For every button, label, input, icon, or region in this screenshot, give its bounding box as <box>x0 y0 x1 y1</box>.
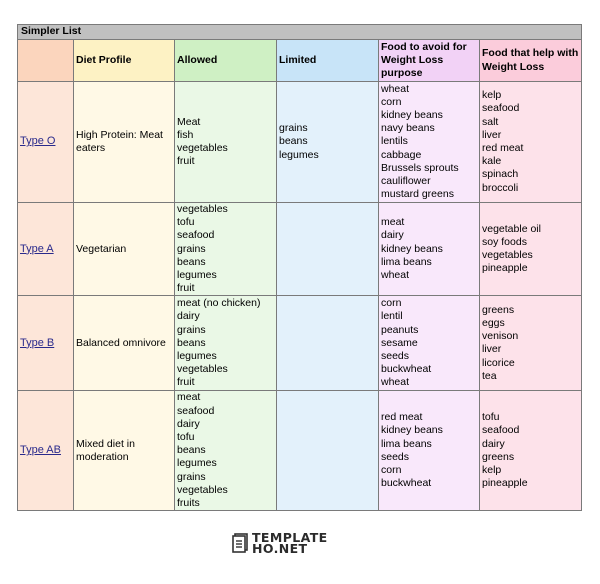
sheet-title: Simpler List <box>18 25 582 40</box>
header-help: Food that help with Weight Loss <box>480 40 582 82</box>
list-item: kale <box>482 155 502 168</box>
list-item: liver <box>482 128 502 141</box>
list-item: buckwheat <box>381 363 432 376</box>
blood-type-link[interactable]: Type A <box>20 242 54 255</box>
header-row <box>18 40 582 82</box>
list-item: vegetables <box>482 249 533 262</box>
list-item: kidney beans <box>381 424 443 437</box>
cell-avoid <box>379 203 480 296</box>
list-item: cauliflower <box>381 175 431 187</box>
list-item: vegetables <box>177 363 228 376</box>
cell-help <box>480 296 582 391</box>
logo-line-1: TEMPLATE <box>252 530 328 545</box>
list-item: greens <box>482 303 515 316</box>
list-item: grains <box>177 323 206 336</box>
cell-allowed <box>175 203 277 296</box>
list-item: tofu <box>177 431 195 444</box>
list-item: vegetables <box>177 203 228 215</box>
cell-limited <box>277 296 379 391</box>
list-item: greens <box>482 450 515 463</box>
list-item: kidney beans <box>381 108 443 121</box>
header-limited: Limited <box>277 40 379 82</box>
list-item: corn <box>381 297 402 310</box>
table-row <box>18 391 582 511</box>
cell-limited <box>277 203 379 296</box>
cell-help <box>480 82 582 203</box>
list-item: licorice <box>482 356 515 369</box>
cell-type <box>18 82 74 203</box>
list-item: vegetable oil <box>482 222 541 235</box>
list-item: tofu <box>177 216 195 229</box>
list-item: salt <box>482 115 499 128</box>
list-item: Brussels sprouts <box>381 161 459 174</box>
list-item: wheat <box>381 376 410 389</box>
list-item: dairy <box>177 310 200 323</box>
list-item: legumes <box>177 350 217 363</box>
cell-help <box>480 391 582 511</box>
list-item: seafood <box>177 229 215 242</box>
list-item: lentil <box>381 310 403 323</box>
list-item: vegetables <box>177 142 228 154</box>
cell-avoid <box>379 82 480 203</box>
list-item: pineapple <box>482 262 528 275</box>
cell-diet-profile: High Protein: Meat eaters <box>74 82 175 203</box>
header-avoid: Food to avoid for Weight Loss purpose <box>379 40 480 82</box>
list-item: meat (no chicken) <box>177 297 261 310</box>
list-item: lentils <box>381 135 408 148</box>
list-item: corn <box>381 464 402 477</box>
list-item: meat <box>177 391 201 404</box>
list-item: sesame <box>381 336 418 349</box>
list-item: venison <box>482 330 519 343</box>
blood-type-link[interactable]: Type B <box>20 336 55 349</box>
list-item: peanuts <box>381 323 419 336</box>
list-item: broccoli <box>482 181 519 194</box>
list-item: liver <box>482 343 502 356</box>
list-item: beans <box>177 444 206 457</box>
list-item: beans <box>177 336 206 349</box>
cell-type <box>18 203 74 296</box>
list-item: legumes <box>279 148 319 161</box>
list-item: vegetables <box>177 483 228 496</box>
table-row <box>18 296 582 391</box>
list-item: fish <box>177 128 194 141</box>
list-item: beans <box>279 135 308 148</box>
logo-text <box>252 532 328 554</box>
list-item: wheat <box>381 82 410 95</box>
list-item: fruit <box>177 155 195 168</box>
title-row <box>18 25 582 40</box>
list-item: spinach <box>482 168 519 181</box>
cell-diet-profile: Vegetarian <box>74 203 175 296</box>
list-item: beans <box>177 255 206 268</box>
table-row <box>18 203 582 296</box>
list-item: cabbage <box>381 148 422 161</box>
list-item: kelp <box>482 464 502 477</box>
list-item: kelp <box>482 89 502 102</box>
list-item: mustard greens <box>381 188 454 201</box>
diet-table-sheet <box>17 24 581 511</box>
list-item: buckwheat <box>381 477 432 490</box>
list-item: red meat <box>381 411 423 424</box>
list-item: legumes <box>177 269 217 282</box>
blood-type-link[interactable]: Type O <box>20 135 56 148</box>
list-item: lima beans <box>381 255 432 268</box>
list-item: dairy <box>381 229 404 242</box>
cell-limited <box>277 391 379 511</box>
table-row <box>18 82 582 203</box>
cell-limited <box>277 82 379 203</box>
document-icon <box>232 533 249 553</box>
list-item: seafood <box>482 102 520 115</box>
cell-type <box>18 391 74 511</box>
cell-avoid <box>379 391 480 511</box>
cell-avoid <box>379 296 480 391</box>
cell-help <box>480 203 582 296</box>
cell-allowed <box>175 296 277 391</box>
list-item: navy beans <box>381 122 435 135</box>
header-allowed: Allowed <box>175 40 277 82</box>
list-item: red meat <box>482 142 524 154</box>
blood-type-link[interactable]: Type AB <box>20 444 61 457</box>
cell-allowed <box>175 391 277 511</box>
list-item: tofu <box>482 411 500 424</box>
logo-line-2: HO.NET <box>252 541 308 556</box>
list-item: wheat <box>381 269 410 282</box>
list-item: grains <box>279 122 308 135</box>
list-item: pineapple <box>482 477 528 490</box>
diet-table <box>17 24 582 511</box>
list-item: grains <box>177 242 206 255</box>
list-item: seafood <box>177 404 215 417</box>
list-item: seeds <box>381 450 410 463</box>
templateho-logo <box>232 530 328 556</box>
list-item: grains <box>177 470 206 483</box>
cell-allowed <box>175 82 277 203</box>
cell-type <box>18 296 74 391</box>
list-item: fruit <box>177 376 195 389</box>
list-item: Meat <box>177 115 201 128</box>
list-item: seafood <box>482 424 520 437</box>
header-diet-profile: Diet Profile <box>74 40 175 82</box>
cell-diet-profile: Mixed diet in moderation <box>74 391 175 511</box>
list-item: fruit <box>177 282 195 295</box>
list-item: legumes <box>177 457 217 470</box>
list-item: kidney beans <box>381 242 443 255</box>
list-item: eggs <box>482 317 505 330</box>
list-item: dairy <box>177 417 200 430</box>
list-item: seeds <box>381 350 410 363</box>
list-item: tea <box>482 369 497 382</box>
list-item: dairy <box>482 437 505 450</box>
list-item: corn <box>381 95 402 108</box>
list-item: fruits <box>177 497 200 510</box>
list-item: meat <box>381 216 405 229</box>
list-item: soy foods <box>482 236 527 248</box>
cell-diet-profile: Balanced omnivore <box>74 296 175 391</box>
header-type <box>18 40 74 82</box>
list-item: lima beans <box>381 437 432 450</box>
